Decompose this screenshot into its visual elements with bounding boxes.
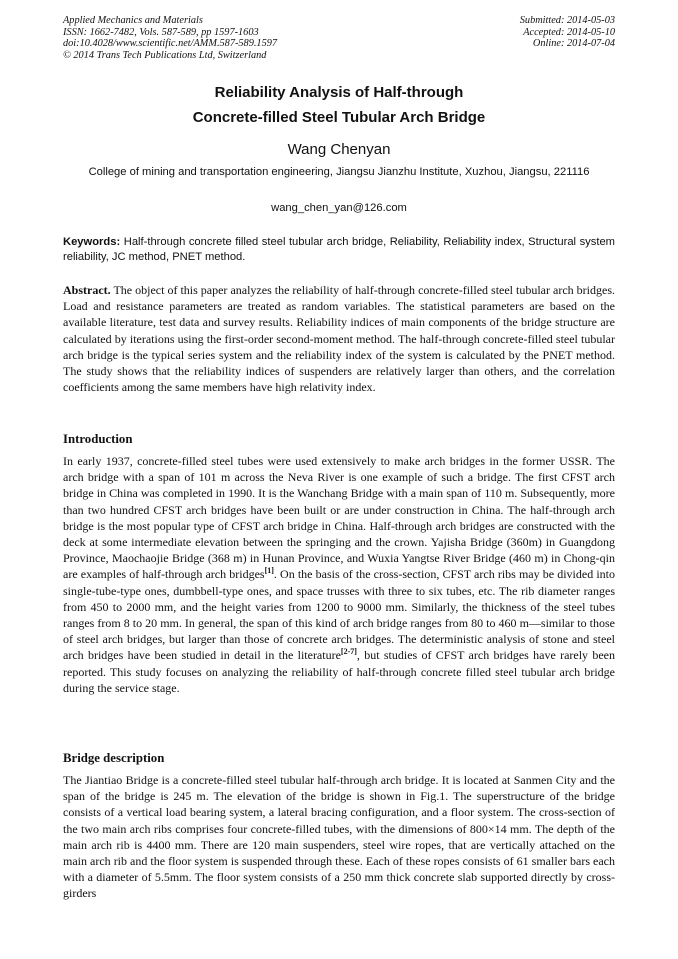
journal-name: Applied Mechanics and Materials xyxy=(63,15,203,26)
journal-info xyxy=(63,15,277,61)
keywords xyxy=(63,235,615,265)
submission-dates xyxy=(520,15,615,50)
online-date: Online: 2014-07-04 xyxy=(532,38,615,50)
section-heading-bridge-description: Bridge description xyxy=(63,751,165,765)
keywords-text: Half-through concrete filled steel tubular arch bridge, Reliability, Reliability index, Structural system reliability, JC method, PNET method. xyxy=(63,236,615,263)
journal-copyright: © 2014 Trans Tech Publications Ltd, Switzerland xyxy=(63,49,267,61)
introduction-paragraph xyxy=(63,453,615,696)
section-heading-introduction: Introduction xyxy=(63,432,133,446)
paper-title xyxy=(63,80,615,130)
abstract xyxy=(63,282,615,395)
intro-text-3: , but studies of CFST arch bridges have rarely been reported. This study focuses on analyzing the reliability of half-through concrete filled steel tubular arch bridge during the service stage. xyxy=(63,648,615,695)
author-email: wang_chen_yan@126.com xyxy=(271,202,407,214)
journal-doi: doi:10.4028/www.scientific.net/AMM.587-589.1597 xyxy=(63,38,278,50)
journal-issn: ISSN: 1662-7482, Vols. 587-589, pp 1597-1603 xyxy=(63,26,259,38)
author-affiliation: College of mining and transportation engineering, Jiangsu Jianzhu Institute, Xuzhou, Jiangsu, 221116 xyxy=(88,166,590,178)
bridge-description-paragraph: The Jiantiao Bridge is a concrete-filled steel tubular half-through arch bridge. It is located at Sanmen City and the span of the bridge is 245 m. The elevation of the bridge is shown in Fig.1. The superstructure of the bridge consists of a vertical load bearing system, a lateral bracing configuration, and a floor system. The cross-section of the two main arch ribs comprises four concrete-filled tubes, with the dimensions of 800×14 mm. The depth of the main arch rib is 4400 mm. There are 120 main suspenders, steel wire ropes, that are vertically attached on the main arch rib and the floor system is suspended through these. Each of these ropes consists of 61 smaller bars each with a diameter of 5.5mm. The floor system consists of a 250 mm thick concrete slab supported directly by cross-girders xyxy=(63,773,615,901)
intro-text-2: . On the basis of the cross-section, CFST arch ribs may be divided into single-tube-type ones, dumbbell-type ones, and space trusses with three to six tubes, etc. The rib diameter ranges from 450 to 2000 mm, and the height varies from 1200 to 9000 mm. Similarly, the thickness of the steel tubes ranges from 8 to 20 mm. In general, the span of this kind of arch bridge ranges from 80 to 460 m—similar to those of steel arch bridges, but larger than those of concrete arch bridges. The deterministic analysis of stone and steel arch bridges have been studied in detail in the literature xyxy=(63,567,615,663)
author-name: Wang Chenyan xyxy=(287,141,391,158)
abstract-text: The object of this paper analyzes the reliability of half-through concrete-filled steel tubular arch bridges. Load and resistance parameters are treated as random variables. The statistical parameters are based on the available literature, test data and survey results. Reliability indices of main components of the bridge structure are calculated by iterations using the first-order second-moment method. The half-through concrete-filled steel tubular arch bridge is the typical series system and the reliability index of the system is calculated by the PNET method. The study shows that the reliability indices of suspenders are relatively larger than others, and the correlation coefficients among the same members have high relativity index. xyxy=(63,283,615,395)
abstract-label: Abstract. xyxy=(63,283,111,297)
submitted-date: Submitted: 2014-05-03 xyxy=(519,15,615,26)
keywords-label: Keywords: xyxy=(63,236,121,248)
intro-text-1: In early 1937, concrete-filled steel tubes were used extensively to make arch bridges in the former USSR. The arch bridge with a span of 101 m across the Neva River is one example of such a bridge. The first CFST arch bridge in China was completed in 1990. It is the Wanchang Bridge with a main span of 110 m. Subsequently, more than two hundred CFST arch bridges have been built or are under construction in China. The half-through arch bridge is the most popular type of CFST arch bridge in China. Half-through arch bridges are constructed with the deck at some intermediate elevation between the springing and the crown. Yajisha Bridge (360m) in Guangdong Province, Maochaojie Bridge (368 m) in Hunan Province, and Wuxia Yangtse River Bridge (460 m) in Chong-qin are examples of half-through arch bridges xyxy=(63,454,615,582)
citation-1: [1] xyxy=(264,566,274,576)
citation-2-7: [2-7] xyxy=(340,647,357,657)
title-line-2: Concrete-filled Steel Tubular Arch Bridge xyxy=(192,109,486,126)
accepted-date: Accepted: 2014-05-10 xyxy=(523,26,615,38)
title-line-1: Reliability Analysis of Half-through xyxy=(214,84,464,101)
